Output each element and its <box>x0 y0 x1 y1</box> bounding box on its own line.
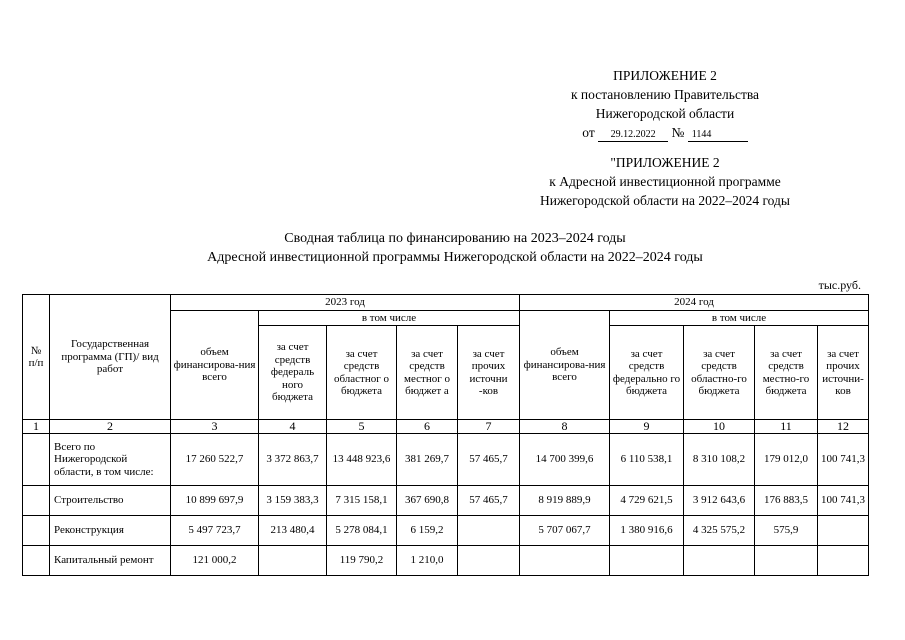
column-number: 12 <box>818 420 869 434</box>
column-number: 11 <box>755 420 818 434</box>
header-other-2023: за счет прочих источни -ков <box>458 326 520 420</box>
column-number-row <box>23 420 869 434</box>
date-prefix: от <box>582 125 595 140</box>
column-number: 3 <box>171 420 259 434</box>
regional-2023-cell: 5 278 084,1 <box>327 516 397 546</box>
row-label-cell: Капитальный ремонт <box>50 546 171 576</box>
other-2023-cell <box>458 546 520 576</box>
federal-2024-cell: 1 380 916,6 <box>610 516 684 546</box>
column-number: 6 <box>397 420 458 434</box>
column-number: 1 <box>23 420 50 434</box>
regional-2024-cell <box>684 546 755 576</box>
federal-2023-cell: 3 372 863,7 <box>259 434 327 486</box>
header-regional-2024: за счет средств областно-го бюджета <box>684 326 755 420</box>
title-line-1: Сводная таблица по финансированию на 2023–2024 годы <box>284 231 626 246</box>
appendix-line-region: Нижегородской области <box>595 106 735 121</box>
total-2023-cell: 17 260 522,7 <box>171 434 259 486</box>
total-2023-cell: 5 497 723,7 <box>171 516 259 546</box>
local-2024-cell: 179 012,0 <box>755 434 818 486</box>
header-local-2023: за счет средств местног о бюджет а <box>397 326 458 420</box>
federal-2024-cell: 6 110 538,1 <box>610 434 684 486</box>
column-number: 8 <box>520 420 610 434</box>
header-year-2023: 2023 год <box>171 295 520 311</box>
row-number-cell <box>23 546 50 576</box>
other-2024-cell <box>818 516 869 546</box>
federal-2024-cell: 4 729 621,5 <box>610 486 684 516</box>
regional-2024-cell: 4 325 575,2 <box>684 516 755 546</box>
regional-2024-cell: 3 912 643,6 <box>684 486 755 516</box>
regional-2024-cell: 8 310 108,2 <box>684 434 755 486</box>
header-row-years <box>23 295 869 311</box>
column-number: 7 <box>458 420 520 434</box>
appendix-line-decree: к постановлению Правительства <box>570 87 760 102</box>
table-row-construction <box>23 486 869 516</box>
decree-date: 29.12.2022 <box>598 129 668 142</box>
decree-number: 1144 <box>688 129 748 142</box>
column-number: 4 <box>259 420 327 434</box>
header-regional-2023: за счет средств областног о бюджета <box>327 326 397 420</box>
column-number: 2 <box>50 420 171 434</box>
total-2024-cell <box>520 546 610 576</box>
column-number: 9 <box>610 420 684 434</box>
other-2024-cell: 100 741,3 <box>818 486 869 516</box>
appendix-investment-program <box>470 153 860 210</box>
unit-label: тыс.руб. <box>818 278 861 292</box>
total-2024-cell: 5 707 067,7 <box>520 516 610 546</box>
header-total-2024: объем финансирова-ния всего <box>520 310 610 420</box>
appendix2-line-years: Нижегородской области на 2022–2024 годы <box>540 193 790 208</box>
header-program: Государственная программа (ГП)/ вид работ <box>50 295 171 420</box>
row-label-cell: Реконструкция <box>50 516 171 546</box>
total-2023-cell: 121 000,2 <box>171 546 259 576</box>
number-prefix: № <box>671 125 685 140</box>
row-label-cell: Всего по Нижегородской области, в том числе: <box>50 434 171 486</box>
other-2023-cell <box>458 516 520 546</box>
appendix-title: ПРИЛОЖЕНИЕ 2 <box>613 68 717 83</box>
table-row-total <box>23 434 869 486</box>
total-2023-cell: 10 899 697,9 <box>171 486 259 516</box>
local-2024-cell: 575,9 <box>755 516 818 546</box>
total-2024-cell: 8 919 889,9 <box>520 486 610 516</box>
row-number-cell <box>23 516 50 546</box>
federal-2023-cell: 3 159 383,3 <box>259 486 327 516</box>
header-federal-2023: за счет средств федераль ного бюджета <box>259 326 327 420</box>
row-number-cell <box>23 434 50 486</box>
local-2023-cell: 367 690,8 <box>397 486 458 516</box>
table-row-reconstruction <box>23 516 869 546</box>
regional-2023-cell: 13 448 923,6 <box>327 434 397 486</box>
regional-2023-cell: 119 790,2 <box>327 546 397 576</box>
local-2023-cell: 381 269,7 <box>397 434 458 486</box>
total-2024-cell: 14 700 399,6 <box>520 434 610 486</box>
header-local-2024: за счет средств местно-го бюджета <box>755 326 818 420</box>
federal-2023-cell: 213 480,4 <box>259 516 327 546</box>
appendix2-title: "ПРИЛОЖЕНИЕ 2 <box>610 155 720 170</box>
header-other-2024: за счет прочих источни-ков <box>818 326 869 420</box>
appendix-date-line <box>500 123 830 142</box>
other-2024-cell: 100 741,3 <box>818 434 869 486</box>
header-total-2023: объем финансирова-ния всего <box>171 310 259 420</box>
header-year-2024: 2024 год <box>520 295 869 311</box>
financing-table <box>22 294 869 576</box>
other-2024-cell <box>818 546 869 576</box>
column-number: 5 <box>327 420 397 434</box>
header-federal-2024: за счет средств федерально го бюджета <box>610 326 684 420</box>
header-including-2023: в том числе <box>259 310 520 326</box>
column-number: 10 <box>684 420 755 434</box>
title-line-2: Адресной инвестиционной программы Нижегородской области на 2022–2024 годы <box>207 250 703 265</box>
regional-2023-cell: 7 315 158,1 <box>327 486 397 516</box>
local-2024-cell: 176 883,5 <box>755 486 818 516</box>
other-2023-cell: 57 465,7 <box>458 434 520 486</box>
header-number: № п/п <box>23 295 50 420</box>
header-including-2024: в том числе <box>610 310 869 326</box>
appendix2-line-program: к Адресной инвестиционной программе <box>549 174 781 189</box>
local-2023-cell: 6 159,2 <box>397 516 458 546</box>
appendix-government-decree <box>500 66 830 142</box>
row-label-cell: Строительство <box>50 486 171 516</box>
row-number-cell <box>23 486 50 516</box>
table-row-capital-repair <box>23 546 869 576</box>
document-title <box>40 229 870 267</box>
local-2023-cell: 1 210,0 <box>397 546 458 576</box>
federal-2023-cell <box>259 546 327 576</box>
local-2024-cell <box>755 546 818 576</box>
federal-2024-cell <box>610 546 684 576</box>
other-2023-cell: 57 465,7 <box>458 486 520 516</box>
